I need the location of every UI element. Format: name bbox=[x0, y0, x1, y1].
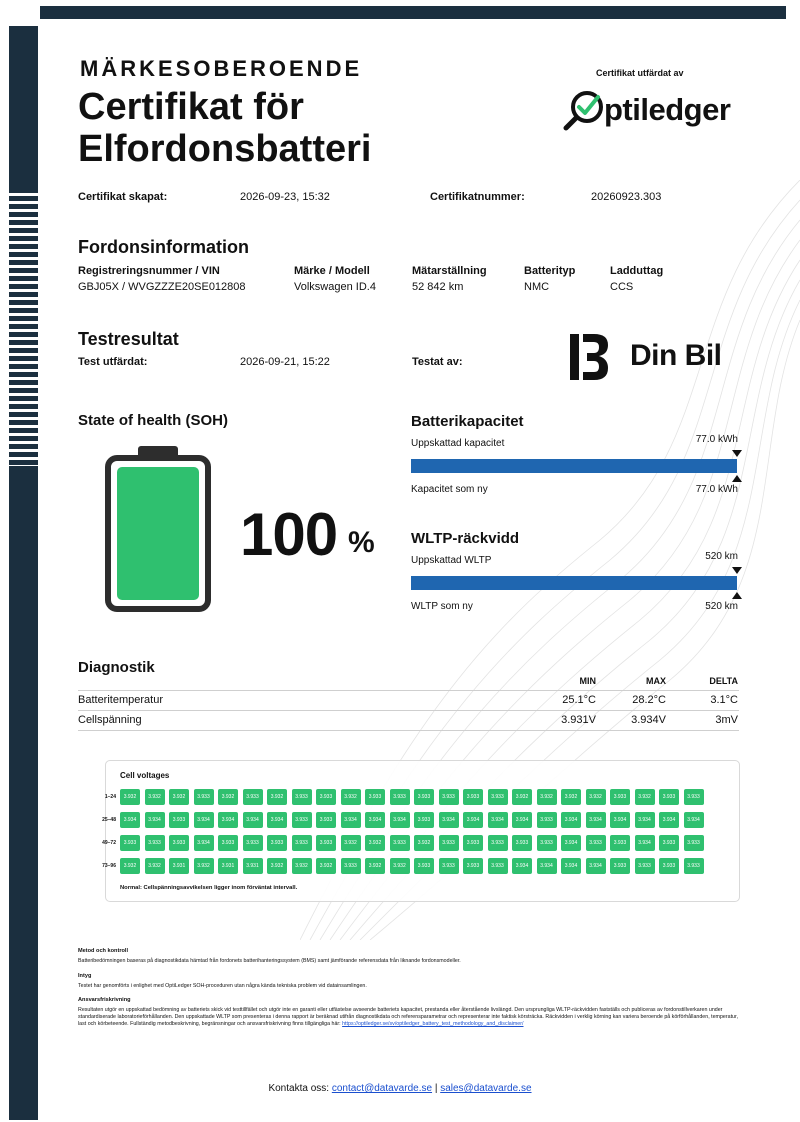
cell-voltage-tile: 3.932 bbox=[145, 789, 165, 805]
capacity-new-value: 77.0 kWh bbox=[695, 484, 738, 495]
odometer-value: 52 842 km bbox=[412, 281, 464, 293]
cell-voltage-tile: 3.932 bbox=[120, 789, 140, 805]
cell-voltage-tile: 3.932 bbox=[586, 789, 606, 805]
wltp-estimated-label: Uppskattad WLTP bbox=[411, 555, 492, 566]
disclaimer-block bbox=[78, 1007, 740, 1028]
cell-voltage-tile: 3.933 bbox=[610, 858, 630, 874]
diagnostics-divider bbox=[78, 730, 739, 731]
cell-voltage-tile: 3.934 bbox=[537, 858, 557, 874]
diagnostics-divider bbox=[78, 690, 739, 691]
cell-voltages-panel bbox=[102, 760, 740, 902]
cell-voltage-tile: 3.931 bbox=[169, 858, 189, 874]
certify-text: Testet har genomförts i enlighet med OptiLedger SOH-proceduren utan några kända tekniska problem vid datainsamlingen. bbox=[78, 983, 367, 989]
cell-voltage-tile: 3.932 bbox=[635, 789, 655, 805]
diagnostics-heading: Diagnostik bbox=[78, 659, 155, 676]
test-heading: Testresultat bbox=[78, 329, 179, 349]
soh-unit: % bbox=[348, 526, 375, 559]
cell-voltage-tile: 3.934 bbox=[439, 812, 459, 828]
cell-voltage-tile: 3.934 bbox=[586, 812, 606, 828]
cell-voltage-tile: 3.933 bbox=[488, 789, 508, 805]
contact-email-link[interactable]: contact@datavarde.se bbox=[331, 1083, 433, 1094]
cell-voltage-tile: 3.934 bbox=[267, 812, 287, 828]
cell-voltage-tile: 3.933 bbox=[414, 858, 434, 874]
wltp-estimated-marker bbox=[732, 567, 742, 574]
charge-port-label: Ladduttag bbox=[610, 265, 664, 277]
dinbil-logo-text: Din Bil bbox=[630, 339, 722, 372]
cell-voltage-tile: 3.931 bbox=[243, 858, 263, 874]
battery-type-label: Batterityp bbox=[524, 265, 576, 277]
diagnostics-divider bbox=[78, 710, 739, 711]
cell-voltage-tile: 3.932 bbox=[169, 789, 189, 805]
cell-voltage-tile: 3.933 bbox=[635, 858, 655, 874]
cell-voltage-tile: 3.932 bbox=[365, 835, 385, 851]
title-line-1: Certifikat för bbox=[78, 86, 304, 128]
cell-voltage-tile: 3.934 bbox=[145, 812, 165, 828]
cell-voltage-tile: 3.932 bbox=[341, 789, 361, 805]
capacity-bar bbox=[411, 459, 737, 473]
cell-row-label: 1–24 bbox=[104, 794, 116, 800]
cell-voltage-tile: 3.934 bbox=[194, 835, 214, 851]
cell-voltage-tile: 3.934 bbox=[586, 858, 606, 874]
test-issued-value: 2026-09-21, 15:22 bbox=[240, 356, 330, 368]
dinbil-logo-icon bbox=[568, 332, 610, 382]
cell-voltage-tile: 3.933 bbox=[390, 789, 410, 805]
wltp-new-marker bbox=[732, 592, 742, 599]
cell-voltage-tile: 3.934 bbox=[365, 812, 385, 828]
cell-voltage-tile: 3.934 bbox=[512, 812, 532, 828]
diagnostics-col-delta: DELTA bbox=[709, 676, 738, 686]
methodology-link[interactable]: https://optiledger.se/sv/optiledger_battery_test_methodology_and_disclaimer/ bbox=[342, 1021, 524, 1027]
diag-voltage-label: Cellspänning bbox=[78, 714, 142, 726]
cell-voltage-tile: 3.933 bbox=[537, 812, 557, 828]
cell-voltage-tile: 3.932 bbox=[120, 858, 140, 874]
cell-voltage-tile: 3.933 bbox=[684, 858, 704, 874]
diag-temp-delta: 3.1°C bbox=[710, 694, 738, 706]
cell-voltage-tile: 3.934 bbox=[561, 812, 581, 828]
certify-heading: Intyg bbox=[78, 973, 92, 979]
diagnostics-col-min: MIN bbox=[579, 676, 596, 686]
cell-voltage-tile: 3.933 bbox=[341, 858, 361, 874]
cell-voltage-tile: 3.933 bbox=[439, 858, 459, 874]
cell-voltage-tile: 3.933 bbox=[292, 812, 312, 828]
cell-voltage-tile: 3.933 bbox=[610, 789, 630, 805]
cell-voltage-tile: 3.933 bbox=[512, 835, 532, 851]
document-subtitle: MÄRKESOBEROENDE bbox=[80, 56, 363, 81]
vehicle-heading: Fordonsinformation bbox=[78, 237, 249, 257]
cell-voltage-tile: 3.932 bbox=[390, 858, 410, 874]
cell-voltage-tile: 3.933 bbox=[316, 812, 336, 828]
cell-voltage-tile: 3.933 bbox=[463, 858, 483, 874]
diag-temp-max: 28.2°C bbox=[632, 694, 666, 706]
capacity-new-label: Kapacitet som ny bbox=[411, 484, 488, 495]
disclaimer-heading: Ansvarsfriskrivning bbox=[78, 997, 131, 1003]
disclaimer-text: Resultaten utgör en uppskattad bedömning av batteriets skick vid testtillfället och utgör inte en garanti eller utfästelse avseende batteriets kapacitet, prestanda eller återstående livslängd. Den ursprungliga WLTP-räckvidden fastställs och publiceras av fordonstillverkaren under standardiserade laboratorieförhållanden. Den uppskattade WLTP som presenteras i denna rapport är beräknad utifrån diagnostikdata och referensparametrar och representerar inte faktisk körsträcka. Räckvidden i verklig körning kan variera beroende på körförhållanden, temperatur, last och körbeteende. Fullständig metodbeskrivning, begränsningar och ansvarsfriskrivning finns tillgängliga här: bbox=[78, 1007, 738, 1027]
charge-port-value: CCS bbox=[610, 281, 634, 293]
certificate-number-value: 20260923.303 bbox=[591, 191, 662, 203]
diag-voltage-delta: 3mV bbox=[715, 714, 738, 726]
diag-temp-min: 25.1°C bbox=[562, 694, 596, 706]
cell-voltage-tile: 3.933 bbox=[292, 835, 312, 851]
capacity-new-marker bbox=[732, 475, 742, 482]
cell-voltage-tile: 3.932 bbox=[194, 858, 214, 874]
cell-voltage-tile: 3.933 bbox=[488, 835, 508, 851]
battery-icon bbox=[105, 446, 211, 612]
cell-voltage-tile: 3.932 bbox=[365, 858, 385, 874]
cell-voltage-tile: 3.934 bbox=[610, 812, 630, 828]
capacity-estimated-label: Uppskattad kapacitet bbox=[411, 438, 505, 449]
cell-voltage-tile: 3.933 bbox=[316, 789, 336, 805]
optiledger-logo-text: ptiledger bbox=[604, 92, 731, 127]
cell-voltage-tile: 3.934 bbox=[635, 812, 655, 828]
cell-row-label: 73–96 bbox=[102, 863, 116, 869]
cell-voltage-tile: 3.934 bbox=[488, 812, 508, 828]
cell-voltage-tile: 3.932 bbox=[414, 835, 434, 851]
cell-voltage-tile: 3.933 bbox=[243, 789, 263, 805]
certificate-created-label: Certifikat skapat: bbox=[78, 191, 168, 203]
cell-row-label: 49–72 bbox=[102, 840, 116, 846]
cell-voltage-tile: 3.934 bbox=[561, 835, 581, 851]
battery-type-value: NMC bbox=[524, 281, 550, 293]
cell-voltage-tile: 3.933 bbox=[659, 835, 679, 851]
cell-voltage-tile: 3.932 bbox=[267, 789, 287, 805]
cell-voltage-tile: 3.933 bbox=[120, 835, 140, 851]
document-title bbox=[78, 86, 371, 170]
cell-voltage-tile: 3.934 bbox=[194, 812, 214, 828]
vin-value: GBJ05X / WVGZZZE20SE012808 bbox=[78, 281, 246, 293]
diag-voltage-max: 3.934V bbox=[631, 714, 666, 726]
cell-voltage-tile: 3.934 bbox=[341, 812, 361, 828]
certificate-number-label: Certifikatnummer: bbox=[430, 191, 525, 203]
cell-voltages-note: Normal: Cellspänningsavvikelsen ligger inom förväntat intervall. bbox=[120, 885, 298, 891]
capacity-bar-fill bbox=[411, 459, 737, 473]
wltp-bar-fill bbox=[411, 576, 737, 590]
cell-voltage-tile: 3.934 bbox=[561, 858, 581, 874]
cell-voltage-tile: 3.933 bbox=[684, 835, 704, 851]
optiledger-logo-icon bbox=[562, 88, 608, 134]
diag-temp-label: Batteritemperatur bbox=[78, 694, 163, 706]
cell-voltage-tile: 3.933 bbox=[439, 835, 459, 851]
battery-body bbox=[105, 455, 211, 612]
cell-voltage-tile: 3.933 bbox=[463, 789, 483, 805]
dinbil-logo bbox=[568, 332, 738, 384]
diagnostics-col-max: MAX bbox=[646, 676, 666, 686]
cell-voltage-tile: 3.933 bbox=[145, 835, 165, 851]
cell-voltage-tile: 3.932 bbox=[145, 858, 165, 874]
cell-voltage-tile: 3.933 bbox=[659, 858, 679, 874]
method-text: Batteribedömningen baseras på diagnostikdata hämtad från fordonets batterihanteringssystem (BMS) samt jämförande referensdata från liknande fordonsmodeller. bbox=[78, 958, 461, 964]
cell-voltage-tile: 3.933 bbox=[243, 835, 263, 851]
vin-label: Registreringsnummer / VIN bbox=[78, 265, 220, 277]
cell-voltage-tile: 3.933 bbox=[267, 835, 287, 851]
wltp-heading: WLTP-räckvidd bbox=[411, 530, 520, 547]
cell-voltage-tile: 3.932 bbox=[316, 858, 336, 874]
top-decor-bar bbox=[40, 6, 786, 19]
cell-voltage-tile: 3.934 bbox=[463, 812, 483, 828]
cell-row-label: 25–48 bbox=[102, 817, 116, 823]
cell-voltage-tile: 3.933 bbox=[684, 789, 704, 805]
soh-value: 100 bbox=[240, 501, 338, 568]
cell-voltage-tile: 3.933 bbox=[659, 789, 679, 805]
side-decor-stripes bbox=[9, 188, 38, 466]
cell-voltage-tile: 3.932 bbox=[267, 858, 287, 874]
cell-voltage-tile: 3.933 bbox=[194, 789, 214, 805]
cell-voltage-tile: 3.933 bbox=[537, 835, 557, 851]
capacity-heading: Batterikapacitet bbox=[411, 413, 524, 430]
wltp-bar bbox=[411, 576, 737, 590]
cell-voltage-tile: 3.932 bbox=[341, 835, 361, 851]
optiledger-logo bbox=[562, 88, 742, 134]
cell-voltage-tile: 3.934 bbox=[218, 812, 238, 828]
cell-voltage-tile: 3.934 bbox=[120, 812, 140, 828]
cell-voltage-tile: 3.932 bbox=[537, 789, 557, 805]
cell-voltage-tile: 3.933 bbox=[586, 835, 606, 851]
cell-voltage-tile: 3.931 bbox=[218, 858, 238, 874]
issued-by-label: Certifikat utfärdat av bbox=[596, 68, 684, 78]
cell-voltage-tile: 3.934 bbox=[684, 812, 704, 828]
cell-voltage-tile: 3.934 bbox=[243, 812, 263, 828]
test-issued-label: Test utfärdat: bbox=[78, 356, 148, 368]
capacity-estimated-value: 77.0 kWh bbox=[695, 434, 738, 445]
model-label: Märke / Modell bbox=[294, 265, 370, 277]
cell-voltage-tile: 3.933 bbox=[292, 789, 312, 805]
cell-voltage-tile: 3.932 bbox=[561, 789, 581, 805]
cell-voltages-title: Cell voltages bbox=[120, 771, 170, 780]
method-heading: Metod och kontroll bbox=[78, 948, 129, 954]
title-line-2: Elfordonsbatteri bbox=[78, 128, 372, 170]
cell-voltage-tile: 3.933 bbox=[610, 835, 630, 851]
cell-voltage-tile: 3.934 bbox=[659, 812, 679, 828]
odometer-label: Mätarställning bbox=[412, 265, 487, 277]
cell-voltage-tile: 3.933 bbox=[169, 812, 189, 828]
cell-voltage-tile: 3.934 bbox=[512, 858, 532, 874]
cell-voltage-tile: 3.933 bbox=[414, 812, 434, 828]
certificate-created-value: 2026-09-23, 15:32 bbox=[240, 191, 330, 203]
battery-fill-level bbox=[117, 467, 199, 600]
sales-email-link[interactable]: sales@datavarde.se bbox=[440, 1083, 532, 1094]
cell-voltage-tile: 3.934 bbox=[635, 835, 655, 851]
contact-label: Kontakta oss: bbox=[268, 1083, 332, 1094]
cell-voltage-tile: 3.933 bbox=[414, 789, 434, 805]
wltp-new-value: 520 km bbox=[705, 601, 738, 612]
wltp-new-label: WLTP som ny bbox=[411, 601, 473, 612]
cell-voltage-tile: 3.933 bbox=[390, 835, 410, 851]
cell-voltage-tile: 3.932 bbox=[218, 789, 238, 805]
wltp-estimated-value: 520 km bbox=[705, 551, 738, 562]
cell-voltage-tile: 3.932 bbox=[512, 789, 532, 805]
diag-voltage-min: 3.931V bbox=[561, 714, 596, 726]
cell-voltage-tile: 3.934 bbox=[390, 812, 410, 828]
cell-voltage-tile: 3.933 bbox=[439, 789, 459, 805]
cell-voltage-tile: 3.933 bbox=[169, 835, 189, 851]
cell-voltage-tile: 3.933 bbox=[488, 858, 508, 874]
cell-voltage-tile: 3.933 bbox=[365, 789, 385, 805]
capacity-estimated-marker bbox=[732, 450, 742, 457]
cell-voltage-tile: 3.933 bbox=[463, 835, 483, 851]
soh-heading: State of health (SOH) bbox=[78, 412, 229, 429]
contact-separator: | bbox=[432, 1083, 441, 1094]
contact-line bbox=[0, 1083, 800, 1094]
model-value: Volkswagen ID.4 bbox=[294, 281, 376, 293]
tested-by-label: Testat av: bbox=[412, 356, 463, 368]
cell-voltage-tile: 3.933 bbox=[316, 835, 336, 851]
cell-voltage-tile: 3.933 bbox=[218, 835, 238, 851]
cell-voltage-tile: 3.932 bbox=[292, 858, 312, 874]
